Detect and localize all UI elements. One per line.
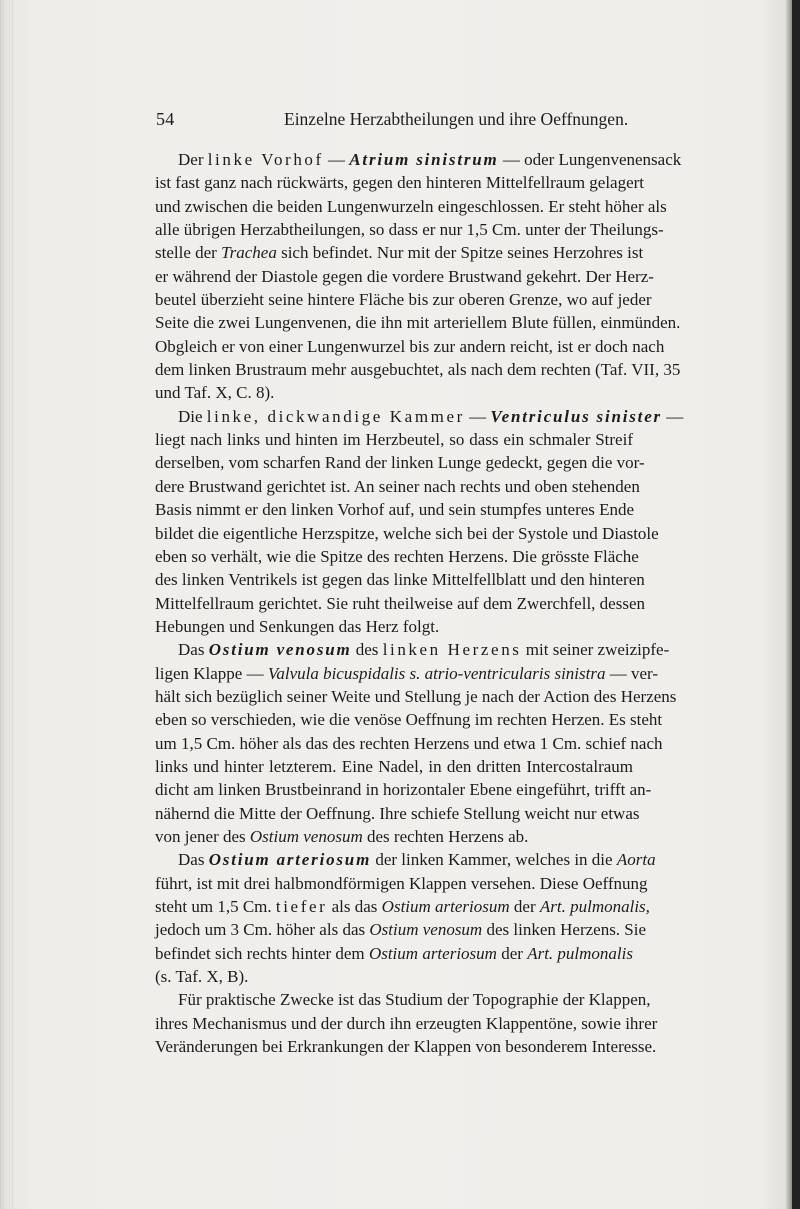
emphasized-text: Aorta <box>616 850 656 870</box>
text-line <box>155 381 633 404</box>
text-run: führt, ist mit drei halbmondförmigen Klappen versehen. Diese Oeffnung <box>155 873 648 893</box>
running-title: Einzelne Herzabtheilungen und ihre Oeffnungen. <box>284 109 629 129</box>
text-run: eben so verhält, wie die Spitze des rechten Herzens. Die grösste Fläche <box>155 546 639 566</box>
text-line <box>155 218 664 241</box>
text-line <box>155 568 645 591</box>
emphasized-text: Art. pulmonalis <box>527 943 633 963</box>
text-line <box>155 662 659 685</box>
text-line <box>155 451 645 474</box>
text-line <box>155 428 633 451</box>
text-run: des linken Ventrikels ist gegen das linke Mittelfellblatt und den hinteren <box>155 570 645 590</box>
text-run: — <box>323 150 350 169</box>
text-line <box>155 358 681 381</box>
text-run: ligen Klappe — <box>155 663 268 683</box>
page-number: 54 <box>156 109 175 129</box>
emphasized-text: tiefer <box>275 897 328 916</box>
text-run: um 1,5 Cm. höher als das des rechten Herzens und etwa 1 Cm. schief nach <box>155 733 663 753</box>
text-run: der <box>509 897 540 916</box>
text-line <box>155 615 633 638</box>
text-line <box>155 942 633 965</box>
text-run: ist fast ganz nach rückwärts, gegen den hinteren Mittelfellraum gelagert <box>155 173 645 193</box>
page-header <box>156 109 630 133</box>
text-line <box>155 405 684 428</box>
text-line <box>155 171 645 194</box>
emphasized-text: Valvula bicuspidalis s. atrio-ventricularis sinistra <box>267 663 606 683</box>
text-line <box>155 592 645 615</box>
text-line <box>155 872 648 895</box>
emphasized-text: Ostium venosum <box>249 826 363 846</box>
text-run: alle übrigen Herzabtheilungen, so dass er nur 1,5 Cm. unter der Theilungs- <box>155 220 664 240</box>
text-run: Das <box>178 640 209 660</box>
text-run: des rechten Herzens ab. <box>362 826 529 846</box>
page-dark-edge <box>792 0 800 1209</box>
text-line <box>155 265 654 288</box>
text-run: links und hinter letzterem. Eine Nadel, in den dritten Intercostalraum <box>155 756 633 776</box>
text-run: — ver- <box>605 663 659 683</box>
emphasized-text: Art. pulmonalis, <box>539 897 650 916</box>
text-run: Der <box>178 150 208 169</box>
text-line <box>155 311 681 334</box>
text-line <box>155 825 633 848</box>
page-binding-edge <box>0 0 14 1209</box>
text-run: und Taf. X, C. 8). <box>155 383 275 403</box>
text-line <box>155 685 677 708</box>
text-run: liegt nach links und hinten im Herzbeutel, so dass ein schmaler Streif <box>155 430 633 450</box>
text-line <box>155 288 652 311</box>
text-line <box>155 918 647 941</box>
text-run: des linken Herzens. Sie <box>482 920 647 940</box>
text-run: stelle der <box>155 243 222 263</box>
text-run: dere Brustwand gerichtet ist. An seiner nach rechts und oben stehenden <box>155 476 640 496</box>
text-run: nähernd die Mitte der Oeffnung. Ihre schiefe Stellung weicht nur etwas <box>155 803 640 823</box>
text-line <box>155 335 665 358</box>
text-line <box>155 1012 658 1035</box>
text-line <box>155 148 682 171</box>
text-line <box>155 545 639 568</box>
emphasized-text: linken Herzens <box>382 640 522 660</box>
text-line <box>155 802 640 825</box>
text-line <box>155 1035 657 1058</box>
text-line <box>155 988 651 1011</box>
text-run: der <box>496 943 528 963</box>
text-run: der linken Kammer, welches in die <box>371 850 617 870</box>
text-line <box>155 522 659 545</box>
text-line <box>155 778 652 801</box>
text-run: als das <box>327 897 382 916</box>
text-run: beutel überzieht seine hintere Fläche bis zur oberen Grenze, wo auf jeder <box>155 290 652 310</box>
text-run: Veränderungen bei Erkrankungen der Klappen von besonderem Interesse. <box>155 1037 657 1057</box>
text-run: derselben, vom scharfen Rand der linken Lunge gedeckt, gegen die vor- <box>155 453 645 473</box>
text-line <box>155 195 667 218</box>
text-line <box>155 895 650 918</box>
text-line <box>155 241 644 264</box>
text-run: steht um 1,5 Cm. <box>155 897 276 916</box>
text-run: Mittelfellraum gerichtet. Sie ruht theilweise auf dem Zwerchfell, dessen <box>155 593 645 613</box>
text-run: Die <box>178 406 207 426</box>
emphasized-text: Ostium arteriosum <box>381 897 510 916</box>
emphasized-text: Ostium venosum <box>369 920 483 940</box>
text-run: Hebungen und Senkungen das Herz folgt. <box>155 616 440 636</box>
text-line <box>155 708 663 731</box>
text-run: bildet die eigentliche Herzspitze, welche sich bei der Systole und Diastole <box>155 523 659 543</box>
emphasized-text: Ostium venosum <box>208 640 352 660</box>
text-run: mit seiner zweizipfe- <box>521 640 670 660</box>
emphasized-text: Ostium arteriosum <box>208 850 372 870</box>
text-line <box>155 475 640 498</box>
emphasized-text: Trachea <box>221 243 277 263</box>
text-run: (s. Taf. X, B). <box>155 967 249 987</box>
text-run: eben so verschieden, wie die venöse Oeffnung im rechten Herzen. Es steht <box>155 710 663 730</box>
text-run: jedoch um 3 Cm. höher als das <box>155 920 370 940</box>
text-line <box>155 755 633 778</box>
emphasized-text: linke Vorhof <box>207 150 324 169</box>
text-run: und zwischen die beiden Lungenwurzeln eingeschlossen. Er steht höher als <box>155 196 667 216</box>
text-run: ihres Mechanismus und der durch ihn erzeugten Klappentöne, sowie ihrer <box>155 1013 658 1033</box>
text-run: Für praktische Zwecke ist das Studium der Topographie der Klappen, <box>178 990 651 1010</box>
text-run: befindet sich rechts hinter dem <box>155 943 369 963</box>
text-run: von jener des <box>155 826 250 846</box>
text-run: Obgleich er von einer Lungenwurzel bis zur andern reicht, ist er doch nach <box>155 336 665 356</box>
text-run: — <box>661 406 684 426</box>
body-text <box>155 148 684 1058</box>
text-run: sich befindet. Nur mit der Spitze seines Herzohres ist <box>276 243 644 263</box>
emphasized-text: linke, dickwandige Kammer <box>206 406 465 426</box>
text-run: — <box>464 406 491 426</box>
text-line <box>155 848 656 871</box>
text-run: dicht am linken Brustbeinrand in horizontaler Ebene eingeführt, trifft an- <box>155 780 652 800</box>
emphasized-text: Ostium arteriosum <box>368 943 497 963</box>
text-line <box>155 732 663 755</box>
text-run: er während der Diastole gegen die vordere Brustwand gekehrt. Der Herz- <box>155 266 654 286</box>
text-run: — oder Lungenvenensack <box>498 150 682 169</box>
text-line <box>155 638 670 661</box>
emphasized-text: Ventriculus sinister <box>490 406 662 426</box>
text-run: Basis nimmt er den linken Vorhof auf, und sein stumpfes unteres Ende <box>155 500 635 520</box>
text-run: Das <box>178 850 209 870</box>
text-line <box>155 965 633 988</box>
text-run: dem linken Brustraum mehr ausgebuchtet, als nach dem rechten (Taf. VII, 35 <box>155 360 681 380</box>
emphasized-text: Atrium sinistrum <box>349 150 499 169</box>
text-run: hält sich bezüglich seiner Weite und Stellung je nach der Action des Herzens <box>155 686 677 706</box>
text-line <box>155 498 633 521</box>
text-run: des <box>351 640 383 660</box>
text-run: Seite die zwei Lungenvenen, die ihn mit arteriellem Blute füllen, einmünden. <box>155 313 681 333</box>
